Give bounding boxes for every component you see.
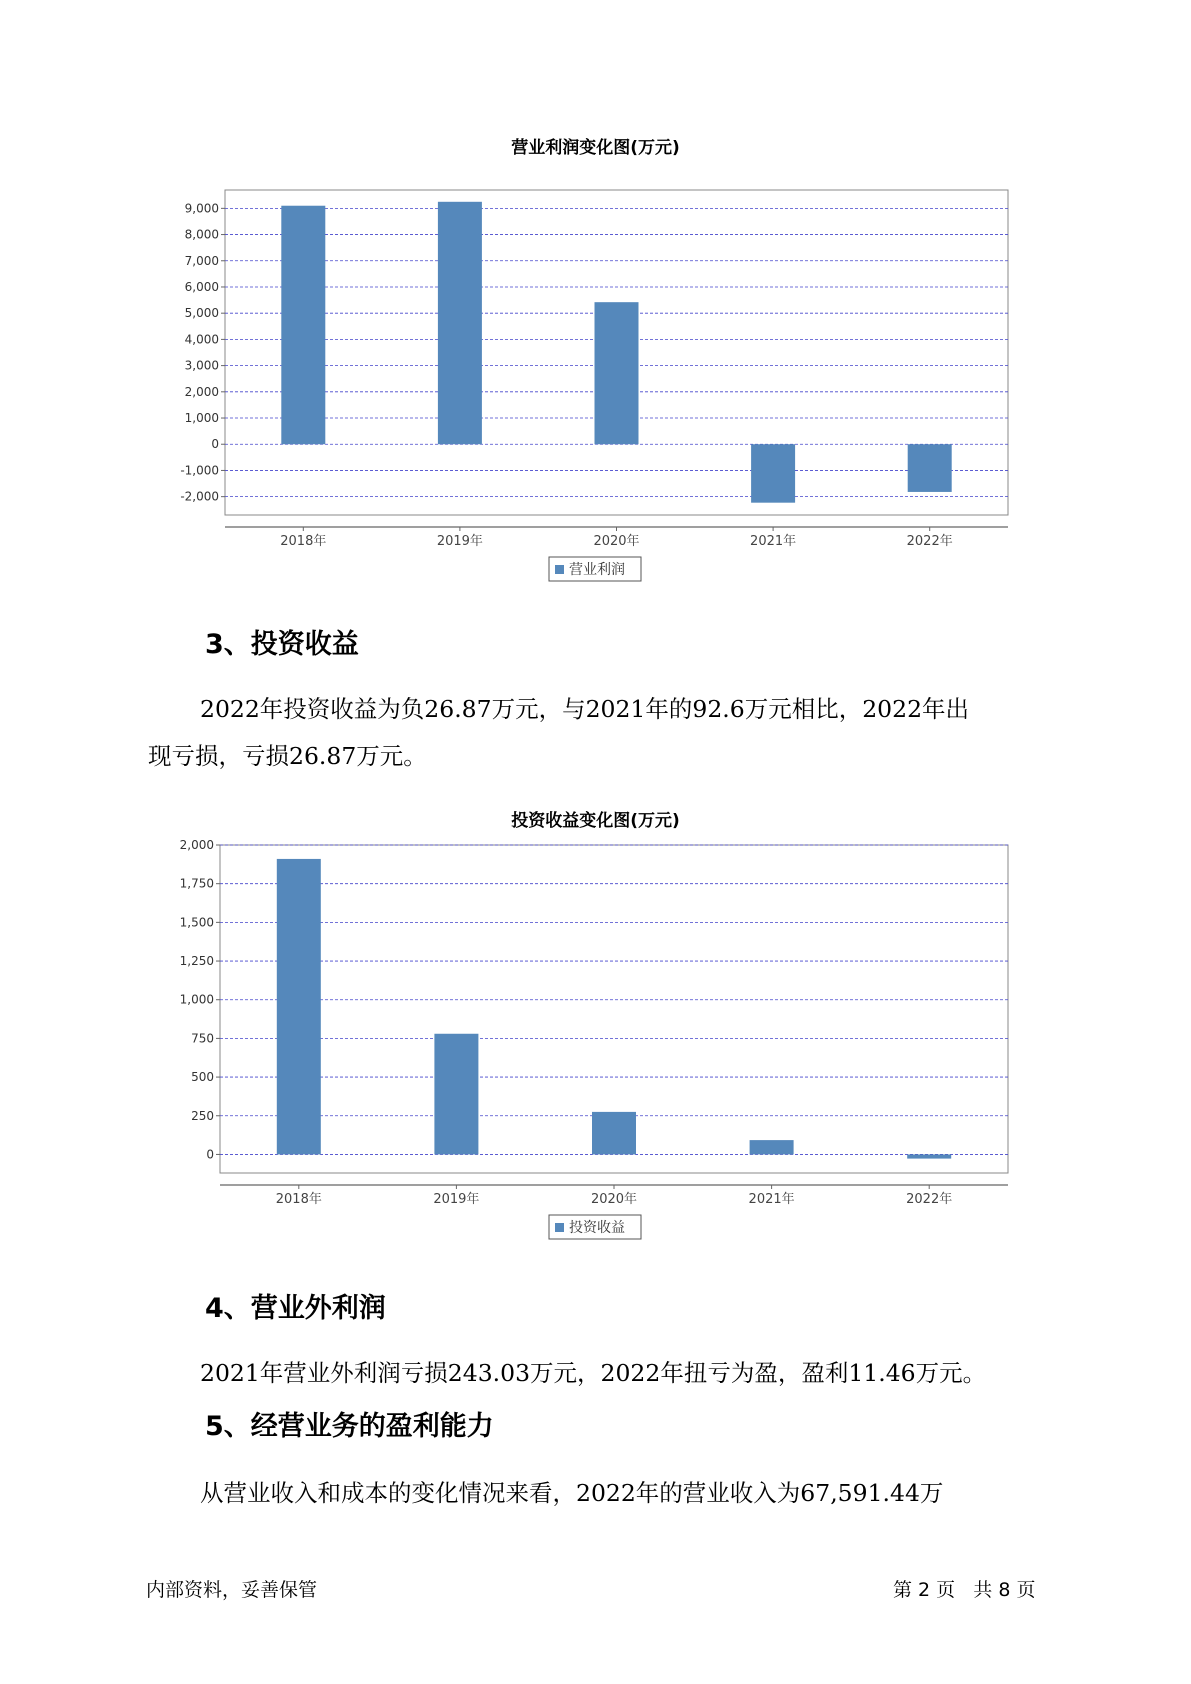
bar: [595, 302, 639, 444]
y-tick-label: 9,000: [184, 201, 219, 216]
investment-income-chart-svg: [0, 833, 1191, 1253]
operating-profit-chart-svg: [0, 160, 1191, 600]
footer-left: 内部资料，妥善保管: [146, 1579, 318, 1601]
y-tick-label: 1,000: [179, 992, 214, 1007]
x-tick-label: 2020年: [593, 534, 640, 549]
x-tick-label: 2018年: [275, 1192, 322, 1207]
x-tick-label: 2022年: [906, 534, 953, 549]
y-tick-label: 6,000: [184, 279, 219, 294]
y-tick-label: 2,000: [184, 384, 219, 399]
legend-label: 投资收益: [569, 1220, 625, 1236]
footer-page-number: 第 2 页 共 8 页: [893, 1579, 1036, 1601]
y-tick-label: -1,000: [180, 463, 219, 478]
y-tick-label: 2,000: [179, 838, 214, 852]
bar: [751, 444, 795, 502]
chart2-title: 投资收益变化图(万元): [511, 811, 680, 831]
y-tick-label: 1,250: [179, 954, 214, 969]
bar: [434, 1034, 478, 1155]
y-tick-label: 500: [191, 1070, 214, 1085]
y-tick-label: 250: [191, 1108, 214, 1123]
y-tick-label: 750: [191, 1031, 214, 1046]
bar: [438, 202, 482, 444]
y-tick-label: 1,750: [179, 876, 214, 891]
x-tick-label: 2022年: [906, 1192, 953, 1207]
bar: [907, 1154, 951, 1158]
bar: [908, 444, 952, 492]
x-tick-label: 2020年: [590, 1192, 638, 1207]
x-tick-label: 2019年: [433, 1192, 480, 1207]
y-tick-label: 0: [206, 1147, 214, 1162]
section4-para: 2021年营业外利润亏损243.03万元，2022年扭亏为盈，盈利11.46万元。: [200, 1359, 987, 1387]
legend-swatch: [555, 565, 564, 574]
bar: [750, 1140, 794, 1154]
y-tick-label: 1,500: [179, 915, 214, 930]
section3-para-line1: 2022年投资收益为负26.87万元，与2021年的92.6万元相比，2022年出: [200, 695, 970, 723]
x-tick-label: 2021年: [748, 1192, 795, 1207]
section5-para: 从营业收入和成本的变化情况来看，2022年的营业收入为67,591.44万: [200, 1479, 944, 1507]
x-tick-label: 2019年: [436, 534, 483, 549]
section4-heading: 4、营业外利润: [205, 1293, 386, 1324]
legend-swatch: [555, 1223, 564, 1232]
chart1-title: 营业利润变化图(万元): [511, 138, 680, 158]
y-tick-label: 3,000: [184, 358, 219, 373]
bar: [592, 1112, 636, 1155]
y-tick-label: 4,000: [184, 332, 219, 347]
x-tick-label: 2021年: [750, 534, 797, 549]
section3-para-line2: 现亏损，亏损26.87万元。: [148, 742, 427, 770]
x-tick-label: 2018年: [280, 534, 327, 549]
section5-heading: 5、经营业务的盈利能力: [205, 1411, 494, 1442]
investment-income-chart: [0, 833, 1191, 1253]
legend-label: 营业利润: [569, 562, 625, 578]
y-tick-label: 8,000: [184, 227, 219, 242]
section3-heading: 3、投资收益: [205, 629, 359, 660]
y-tick-label: 5,000: [184, 306, 219, 321]
y-tick-label: -2,000: [180, 489, 219, 504]
y-tick-label: 1,000: [184, 411, 219, 426]
bar: [281, 206, 325, 445]
bar: [277, 859, 321, 1155]
y-tick-label: 0: [211, 437, 219, 452]
operating-profit-chart: [0, 160, 1191, 600]
y-tick-label: 7,000: [184, 253, 219, 268]
